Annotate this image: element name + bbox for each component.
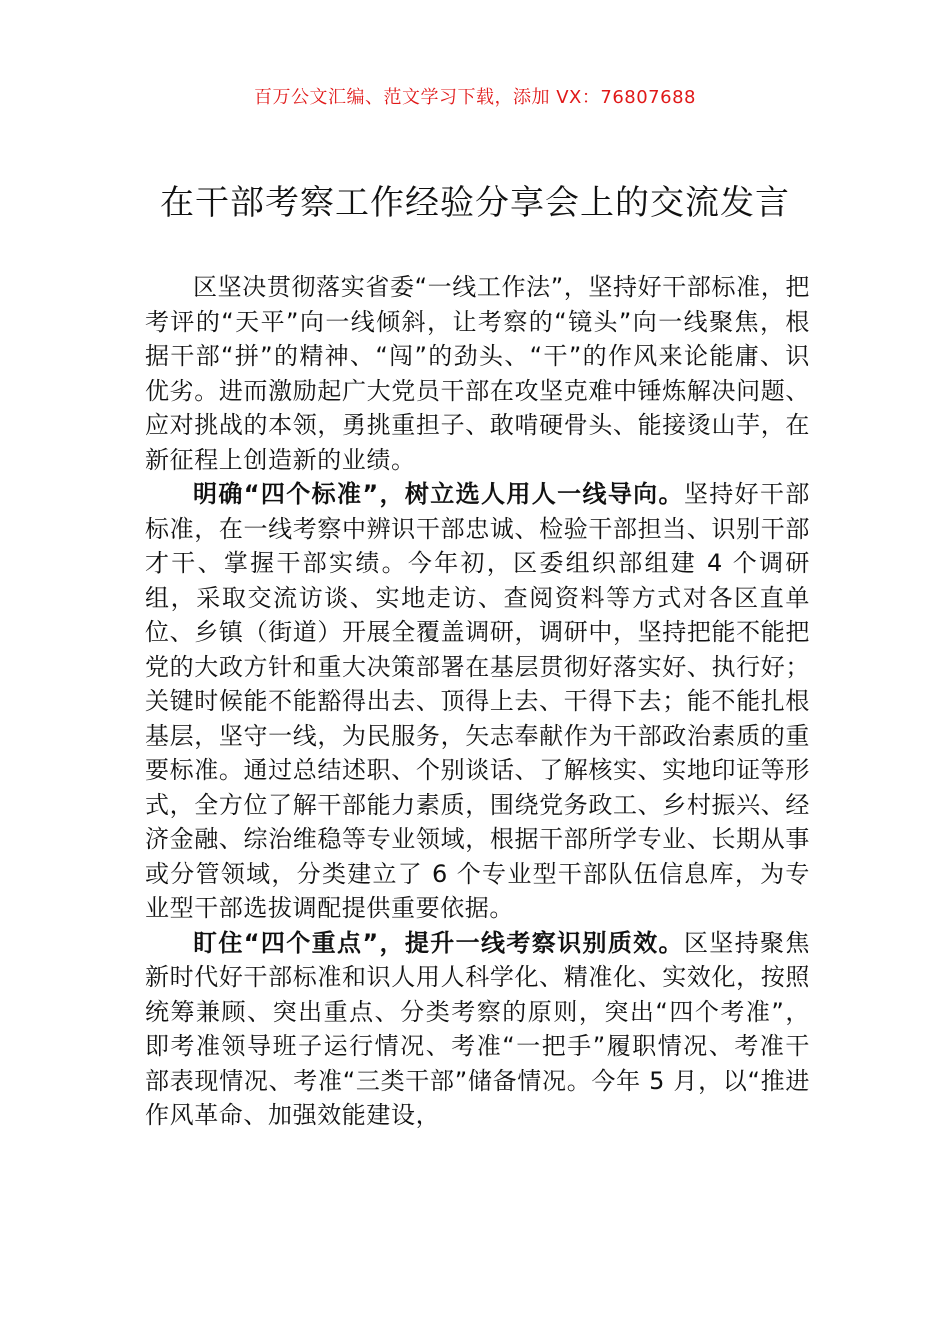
paragraph-text: 区坚持聚焦新时代好干部标准和识人用人科学化、精准化、实效化，按照统筹兼顾、突出重点、分类考察的原则，突出“四个考准”，即考准领导班子运行情况、考准“一把手”履职情况、考准干部表现情况、考准“三类干部”储备情况。今年 5 月，以“推进作风革命、加强效能建设， (145, 928, 811, 1129)
paragraph-lead: 盯住“四个重点”，提升一线考察识别质效。 (193, 928, 684, 957)
document-title: 在干部考察工作经验分享会上的交流发言 (160, 183, 790, 223)
paragraph-four-focuses (145, 926, 810, 1133)
paragraph-text: 坚持好干部标准，在一线考察中辨识干部忠诚、检验干部担当、识别干部才干、掌握干部实绩。今年初，区委组织部组建 4 个调研组，采取交流访谈、实地走访、查阅资料等方式对各区直单位、乡镇（街道）开展全覆盖调研，调研中，坚持把能不能把党的大政方针和重大决策部署在基层贯彻好落实好、执行好；关键时候能不能豁得出去、顶得上去、干得下去；能不能扎根基层，坚守一线，为民服务，矢志奉献作为干部政治素质的重要标准。通过总结述职、个别谈话、了解核实、实地印证等形式，全方位了解干部能力素质，围绕党务政工、乡村振兴、经济金融、综治维稳等专业领域，根据干部所学专业、长期从事或分管领域，分类建立了 6 个专业型干部队伍信息库，为专业型干部选拔调配提供重要依据。 (145, 480, 811, 922)
document-body (145, 270, 810, 1133)
paragraph-four-standards (145, 477, 810, 926)
header-watermark-note: 百万公文汇编、范文学习下载，添加 VX：76807688 (254, 87, 696, 108)
paragraph-intro (145, 270, 810, 477)
paragraph-lead: 明确“四个标准”，树立选人用人一线导向。 (193, 480, 684, 508)
paragraph-text: 区坚决贯彻落实省委“一线工作法”，坚持好干部标准，把考评的“天平”向一线倾斜，让考察的“镜头”向一线聚焦，根据干部“拼”的精神、“闯”的劲头、“干”的作风来论能庸、识优劣。进而激励起广大党员干部在攻坚克难中锤炼解决问题、应对挑战的本领，勇挑重担子、敢啃硬骨头、能接烫山芋，在新征程上创造新的业绩。 (145, 273, 810, 474)
